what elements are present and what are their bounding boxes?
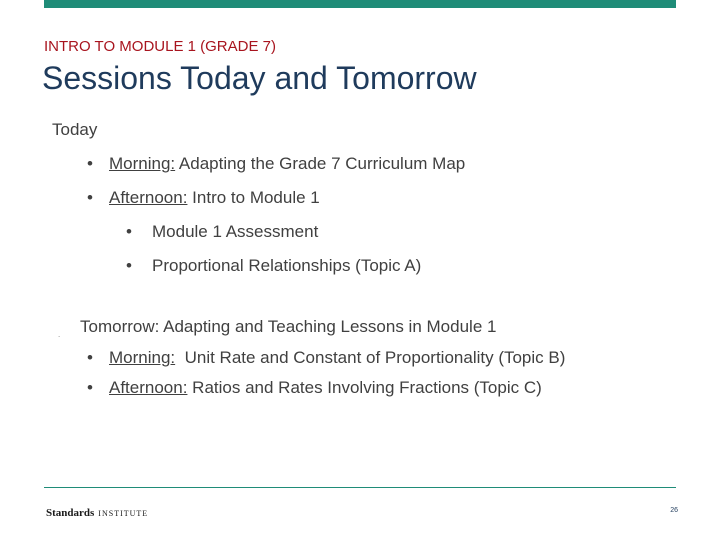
tomorrow-morning-item — [87, 348, 565, 368]
morning-text: Unit Rate and Constant of Proportionality (Topic B) — [175, 348, 566, 367]
today-afternoon-item — [87, 188, 320, 208]
sub-item-text: Proportional Relationships (Topic A) — [152, 256, 422, 275]
footer-divider — [44, 487, 676, 488]
logo-word-light: INSTITUTE — [98, 509, 149, 518]
section-kicker: INTRO TO MODULE 1 (GRADE 7) — [44, 38, 276, 55]
morning-label: Morning: — [109, 154, 176, 173]
afternoon-label: Afternoon: — [109, 188, 188, 207]
bullet-icon: • — [87, 378, 93, 397]
today-heading: Today — [52, 120, 98, 139]
today-morning-item — [87, 154, 465, 174]
bullet-icon: • — [87, 154, 93, 173]
afternoon-label: Afternoon: — [109, 378, 188, 397]
sub-item-assessment — [126, 222, 318, 242]
afternoon-text: Ratios and Rates Involving Fractions (Topic C) — [187, 378, 542, 397]
tomorrow-heading: Tomorrow: Adapting and Teaching Lessons in Module 1 — [80, 317, 497, 336]
sub-item-text: Module 1 Assessment — [152, 222, 319, 241]
top-accent-bar — [44, 0, 676, 8]
morning-label: Morning: — [109, 348, 176, 367]
bullet-icon: • — [126, 222, 132, 241]
morning-text: Adapting the Grade 7 Curriculum Map — [175, 154, 466, 173]
bullet-icon: • — [87, 348, 93, 367]
bullet-icon: • — [87, 188, 93, 207]
afternoon-text: Intro to Module 1 — [187, 188, 320, 207]
page-number: 26 — [670, 507, 678, 514]
tomorrow-afternoon-item — [87, 378, 542, 398]
slide-title: Sessions Today and Tomorrow — [42, 60, 477, 96]
tomorrow-marker: . — [58, 330, 61, 339]
sub-item-proportional — [126, 256, 421, 276]
logo-word-strong: Standards — [46, 507, 95, 519]
standards-institute-logo — [46, 503, 148, 521]
bullet-icon: • — [126, 256, 132, 275]
